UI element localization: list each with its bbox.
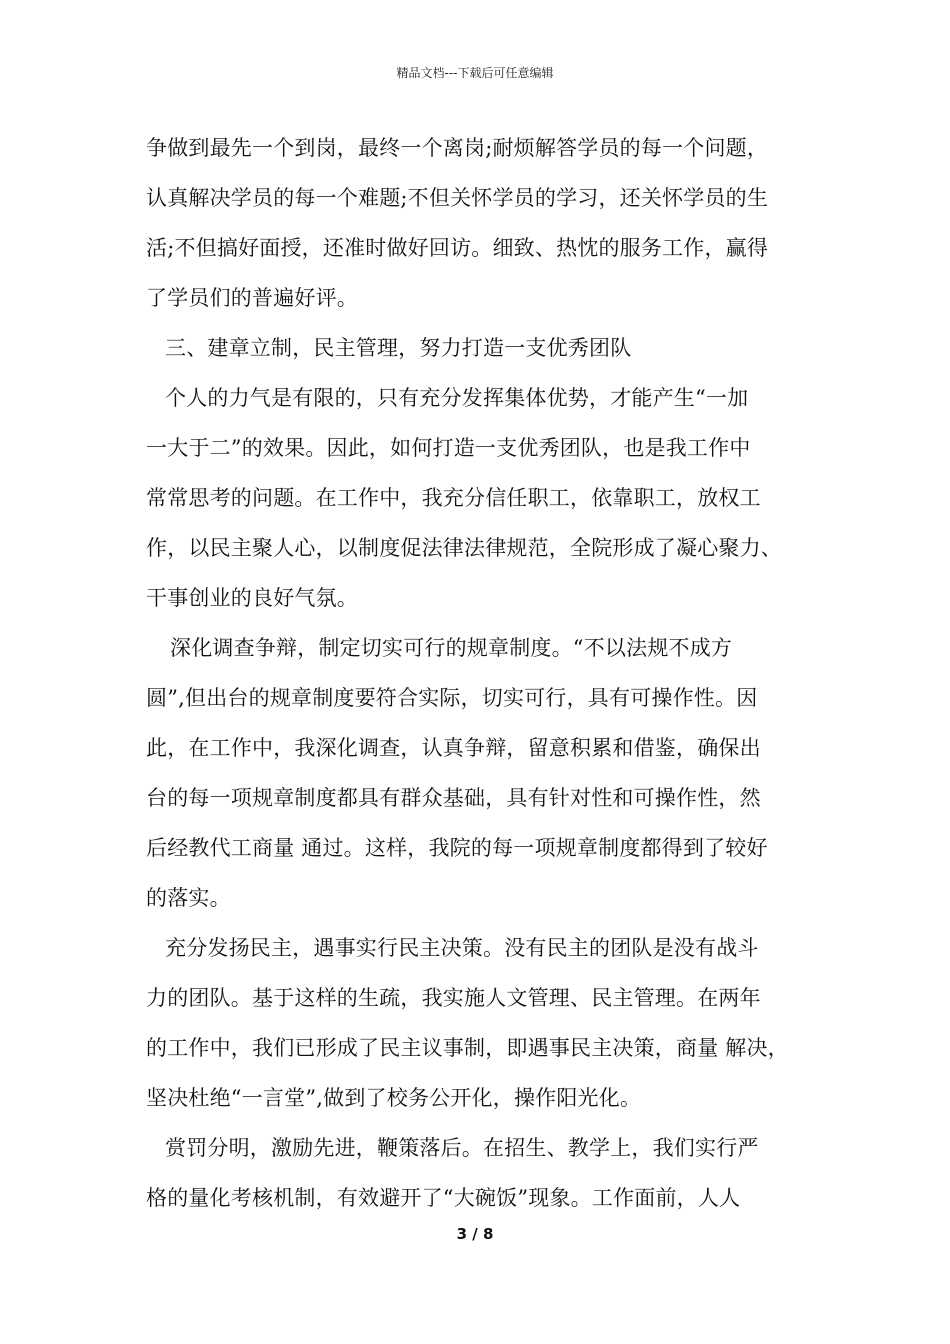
text-line: 的落实。 [146,886,231,910]
text-line: 深化调查争辩，制定切实可行的规章制度。“不以法规不成方 [170,636,733,660]
text-line: 作，以民主聚人心，以制度促法律法律规范，全院形成了凝心聚力、 [146,536,782,560]
text-line: 认真解决学员的每一个难题;不但关怀学员的学习，还关怀学员的生 [146,186,769,210]
text-line: 争做到最先一个到岗，最终一个离岗;耐烦解答学员的每一个问题， [146,136,769,160]
text-line: 后经教代工商量 通过。这样，我院的每一项规章制度都得到了较好 [146,836,768,860]
text-line: 的工作中，我们已形成了民主议事制，即遇事民主决策，商量 解决， [146,1036,789,1060]
text-line: 充分发扬民主，遇事实行民主决策。没有民主的团队是没有战斗 [165,936,759,960]
text-line: 活;不但搞好面授，还准时做好回访。细致、热忱的服务工作，赢得 [146,236,769,260]
text-line: 常常思考的问题。在工作中，我充分信任职工，依靠职工，放权工 [146,486,761,510]
text-line: 力的团队。基于这样的生疏，我实施人文管理、民主管理。在两年 [146,986,761,1010]
text-line: 台的每一项规章制度都具有群众基础，具有针对性和可操作性，然 [146,786,761,810]
text-line: 坚决杜绝“一言堂”,做到了校务公开化，操作阳光化。 [146,1086,642,1110]
page-header: 精品文档---下载后可任意编辑 [396,66,554,80]
text-line: 此，在工作中，我深化调查，认真争辩，留意积累和借鉴，确保出 [146,736,761,760]
text-line: 个人的力气是有限的，只有充分发挥集体优势，才能产生“一加 [165,386,749,410]
page-number: 3 / 8 [456,1225,494,1243]
text-line: 了学员们的普遍好评。 [146,286,358,310]
text-line: 干事创业的良好气氛。 [146,586,358,610]
text-line: 一大于二”的效果。因此，如何打造一支优秀团队，也是我工作中 [146,436,751,460]
text-line: 格的量化考核机制，有效避开了“大碗饭”现象。工作面前，人人 [146,1186,741,1210]
section-heading: 三、建章立制，民主管理，努力打造一支优秀团队 [165,336,632,360]
text-line: 圆”,但出台的规章制度要符合实际，切实可行，具有可操作性。因 [146,686,758,710]
text-line: 赏罚分明，激励先进，鞭策落后。在招生、教学上，我们实行严 [165,1136,759,1160]
